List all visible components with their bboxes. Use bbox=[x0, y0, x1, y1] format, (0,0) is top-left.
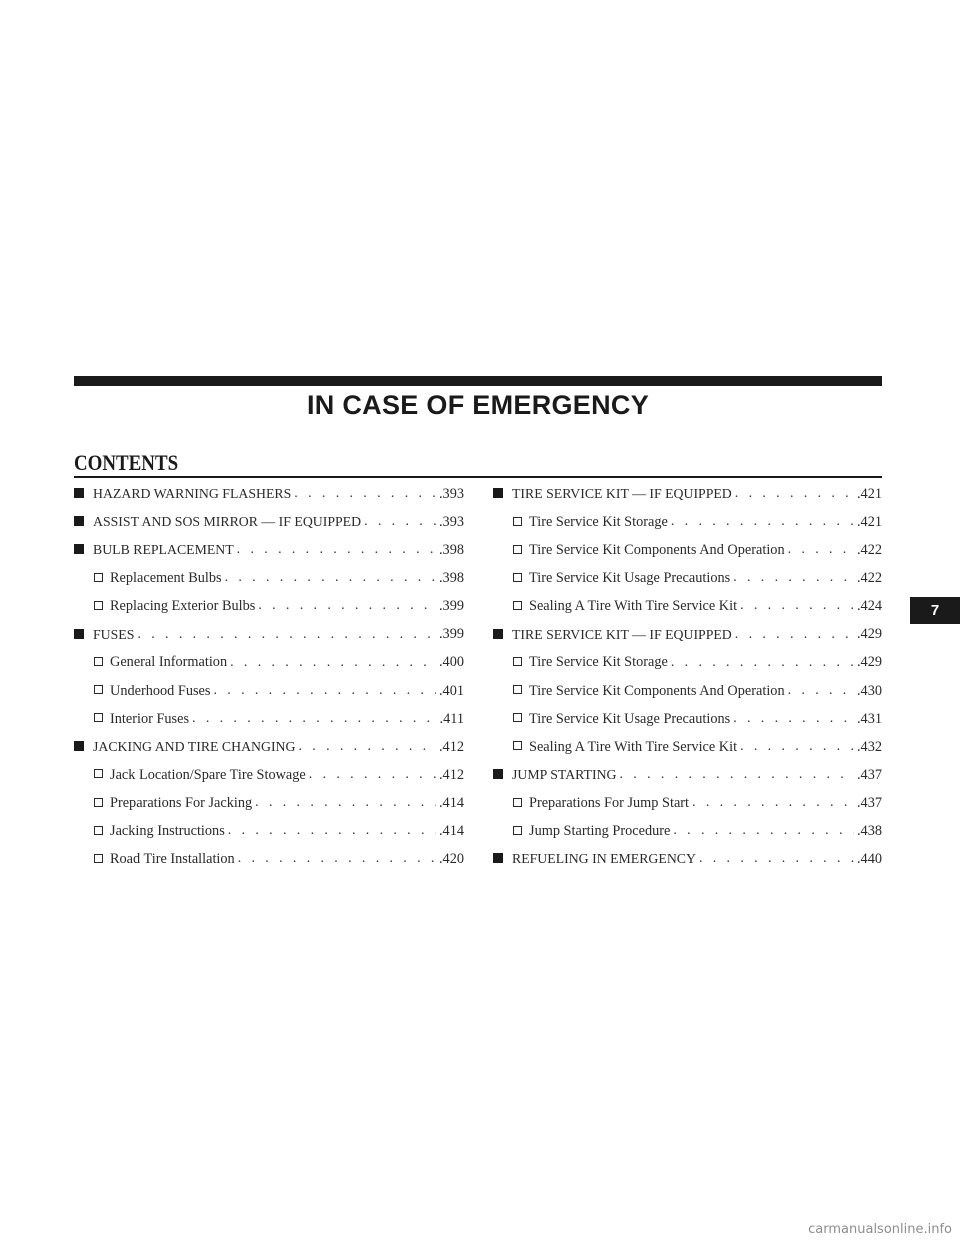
hollow-square-bullet-icon bbox=[94, 657, 103, 666]
dot-leader bbox=[740, 740, 854, 754]
dot-leader bbox=[230, 656, 436, 670]
toc-page-number: .412 bbox=[438, 766, 464, 783]
toc-section-entry[interactable] bbox=[74, 733, 464, 761]
toc-subsection-entry[interactable] bbox=[493, 817, 882, 845]
toc-entry-label: Tire Service Kit Components And Operation bbox=[529, 542, 785, 559]
toc-entry-label: TIRE SERVICE KIT — IF EQUIPPED bbox=[512, 486, 732, 502]
toc-entry-label: JACKING AND TIRE CHANGING bbox=[93, 738, 296, 754]
toc-entry-label: HAZARD WARNING FLASHERS bbox=[93, 486, 292, 502]
toc-page-number: .437 bbox=[856, 766, 882, 783]
toc-entry-label: Tire Service Kit Usage Precautions bbox=[529, 710, 731, 727]
dot-leader bbox=[137, 628, 436, 642]
toc-page-number: .400 bbox=[438, 654, 464, 671]
dot-leader bbox=[294, 487, 436, 501]
toc-subsection-entry[interactable] bbox=[493, 789, 882, 817]
toc-entry-label: Tire Service Kit Storage bbox=[529, 513, 668, 530]
filled-square-bullet-icon bbox=[74, 629, 84, 639]
toc-subsection-entry[interactable] bbox=[74, 564, 464, 592]
toc-page-number: .437 bbox=[856, 794, 882, 811]
toc-entry-label: Jack Location/Spare Tire Stowage bbox=[110, 766, 306, 783]
toc-page-number: .401 bbox=[438, 682, 464, 699]
toc-page-number: .429 bbox=[856, 626, 882, 643]
hollow-square-bullet-icon bbox=[94, 826, 103, 835]
toc-subsection-entry[interactable] bbox=[74, 592, 464, 620]
toc-page-number: .440 bbox=[856, 851, 882, 868]
toc-entry-label: Tire Service Kit Usage Precautions bbox=[529, 570, 731, 587]
dot-leader bbox=[735, 487, 854, 501]
chapter-tab[interactable]: 7 bbox=[910, 597, 960, 624]
toc-entry-label: BULB REPLACEMENT bbox=[93, 542, 234, 558]
dot-leader bbox=[364, 515, 436, 529]
toc-subsection-entry[interactable] bbox=[493, 508, 882, 536]
toc-subsection-entry[interactable] bbox=[74, 677, 464, 705]
filled-square-bullet-icon bbox=[74, 488, 84, 498]
contents-heading: CONTENTS bbox=[74, 450, 179, 475]
toc-entry-label: TIRE SERVICE KIT — IF EQUIPPED bbox=[512, 626, 732, 642]
toc-entry-label: Road Tire Installation bbox=[110, 851, 235, 868]
toc-entry-label: JUMP STARTING bbox=[512, 767, 617, 783]
hollow-square-bullet-icon bbox=[513, 713, 522, 722]
filled-square-bullet-icon bbox=[493, 629, 503, 639]
contents-rule bbox=[74, 476, 882, 478]
toc-page-number: .430 bbox=[856, 682, 882, 699]
toc-subsection-entry[interactable] bbox=[493, 536, 882, 564]
toc-page-number: .429 bbox=[856, 654, 882, 671]
toc-subsection-entry[interactable] bbox=[493, 705, 882, 733]
toc-page-number: .432 bbox=[856, 738, 882, 755]
toc-page-number: .393 bbox=[438, 513, 464, 530]
toc-entry-label: ASSIST AND SOS MIRROR — IF EQUIPPED bbox=[93, 514, 362, 530]
toc-page-number: .411 bbox=[439, 710, 464, 727]
toc-page-number: .399 bbox=[438, 598, 464, 615]
toc-page-number: .424 bbox=[856, 598, 882, 615]
dot-leader bbox=[228, 824, 436, 838]
toc-right-column bbox=[493, 480, 882, 873]
filled-square-bullet-icon bbox=[493, 769, 503, 779]
toc-entry-label: Tire Service Kit Components And Operation bbox=[529, 682, 785, 699]
toc-subsection-entry[interactable] bbox=[493, 592, 882, 620]
toc-entry-label: Underhood Fuses bbox=[110, 682, 211, 699]
toc-subsection-entry[interactable] bbox=[74, 789, 464, 817]
toc-entry-label: Interior Fuses bbox=[110, 710, 190, 727]
toc-entry-label: Replacement Bulbs bbox=[110, 570, 222, 587]
toc-entry-label: Replacing Exterior Bulbs bbox=[110, 598, 256, 615]
dot-leader bbox=[620, 768, 854, 782]
dot-leader bbox=[238, 852, 436, 866]
toc-page-number: .421 bbox=[856, 513, 882, 530]
toc-entry-label: Sealing A Tire With Tire Service Kit bbox=[529, 738, 738, 755]
toc-entry-label: Preparations For Jump Start bbox=[529, 794, 690, 811]
filled-square-bullet-icon bbox=[493, 853, 503, 863]
toc-entry-label: Jump Starting Procedure bbox=[529, 823, 671, 840]
dot-leader bbox=[735, 628, 854, 642]
hollow-square-bullet-icon bbox=[94, 601, 103, 610]
toc-page-number: .422 bbox=[856, 542, 882, 559]
toc-subsection-entry[interactable] bbox=[74, 649, 464, 677]
dot-leader bbox=[788, 684, 854, 698]
toc-subsection-entry[interactable] bbox=[493, 649, 882, 677]
toc-page-number: .438 bbox=[856, 823, 882, 840]
filled-square-bullet-icon bbox=[74, 516, 84, 526]
dot-leader bbox=[699, 852, 854, 866]
hollow-square-bullet-icon bbox=[513, 826, 522, 835]
hollow-square-bullet-icon bbox=[513, 798, 522, 807]
toc-entry-label: FUSES bbox=[93, 626, 135, 642]
toc-section-entry[interactable] bbox=[493, 620, 882, 648]
toc-section-entry[interactable] bbox=[493, 845, 882, 873]
toc-page-number: .431 bbox=[856, 710, 882, 727]
dot-leader bbox=[733, 571, 854, 585]
filled-square-bullet-icon bbox=[74, 741, 84, 751]
toc-entry-label: Preparations For Jacking bbox=[110, 794, 253, 811]
dot-leader bbox=[733, 712, 854, 726]
dot-leader bbox=[258, 599, 436, 613]
toc-page-number: .422 bbox=[856, 570, 882, 587]
hollow-square-bullet-icon bbox=[513, 657, 522, 666]
hollow-square-bullet-icon bbox=[513, 573, 522, 582]
chapter-top-rule bbox=[74, 376, 882, 386]
dot-leader bbox=[213, 684, 435, 698]
toc-subsection-entry[interactable] bbox=[74, 761, 464, 789]
dot-leader bbox=[692, 796, 854, 810]
watermark: carmanualsonline.info bbox=[808, 1222, 952, 1237]
toc-page-number: .398 bbox=[438, 542, 464, 559]
dot-leader bbox=[673, 824, 854, 838]
dot-leader bbox=[298, 740, 435, 754]
dot-leader bbox=[671, 656, 854, 670]
toc-subsection-entry[interactable] bbox=[74, 705, 464, 733]
toc-subsection-entry[interactable] bbox=[493, 733, 882, 761]
dot-leader bbox=[671, 515, 854, 529]
toc-entry-label: Tire Service Kit Storage bbox=[529, 654, 668, 671]
hollow-square-bullet-icon bbox=[513, 517, 522, 526]
toc-subsection-entry[interactable] bbox=[74, 845, 464, 873]
toc-section-entry[interactable] bbox=[493, 761, 882, 789]
toc-page-number: .420 bbox=[438, 851, 464, 868]
hollow-square-bullet-icon bbox=[94, 685, 103, 694]
toc-section-entry[interactable] bbox=[493, 480, 882, 508]
hollow-square-bullet-icon bbox=[513, 545, 522, 554]
toc-page-number: .398 bbox=[438, 570, 464, 587]
chapter-title: IN CASE OF EMERGENCY bbox=[306, 390, 650, 420]
hollow-square-bullet-icon bbox=[94, 854, 103, 863]
hollow-square-bullet-icon bbox=[513, 741, 522, 750]
toc-subsection-entry[interactable] bbox=[493, 677, 882, 705]
toc-page-number: .414 bbox=[438, 823, 464, 840]
hollow-square-bullet-icon bbox=[513, 685, 522, 694]
toc-entry-label: REFUELING IN EMERGENCY bbox=[512, 851, 696, 867]
toc-section-entry[interactable] bbox=[74, 536, 464, 564]
hollow-square-bullet-icon bbox=[513, 601, 522, 610]
toc-page-number: .393 bbox=[438, 485, 464, 502]
dot-leader bbox=[740, 599, 854, 613]
hollow-square-bullet-icon bbox=[94, 713, 103, 722]
toc-section-entry[interactable] bbox=[74, 620, 464, 648]
toc-subsection-entry[interactable] bbox=[74, 817, 464, 845]
toc-entry-label: Sealing A Tire With Tire Service Kit bbox=[529, 598, 738, 615]
hollow-square-bullet-icon bbox=[94, 769, 103, 778]
toc-section-entry[interactable] bbox=[74, 508, 464, 536]
dot-leader bbox=[192, 712, 436, 726]
dot-leader bbox=[255, 796, 436, 810]
toc-page-number: .414 bbox=[438, 794, 464, 811]
hollow-square-bullet-icon bbox=[94, 798, 103, 807]
hollow-square-bullet-icon bbox=[94, 573, 103, 582]
dot-leader bbox=[788, 543, 854, 557]
filled-square-bullet-icon bbox=[493, 488, 503, 498]
dot-leader bbox=[237, 543, 436, 557]
toc-page-number: .399 bbox=[438, 626, 464, 643]
filled-square-bullet-icon bbox=[74, 544, 84, 554]
dot-leader bbox=[309, 768, 436, 782]
toc-page-number: .412 bbox=[438, 738, 464, 755]
dot-leader bbox=[225, 571, 436, 585]
toc-section-entry[interactable] bbox=[74, 480, 464, 508]
toc-entry-label: Jacking Instructions bbox=[110, 823, 225, 840]
toc-left-column bbox=[74, 480, 464, 873]
toc-entry-label: General Information bbox=[110, 654, 228, 671]
toc-page-number: .421 bbox=[856, 485, 882, 502]
toc-subsection-entry[interactable] bbox=[493, 564, 882, 592]
